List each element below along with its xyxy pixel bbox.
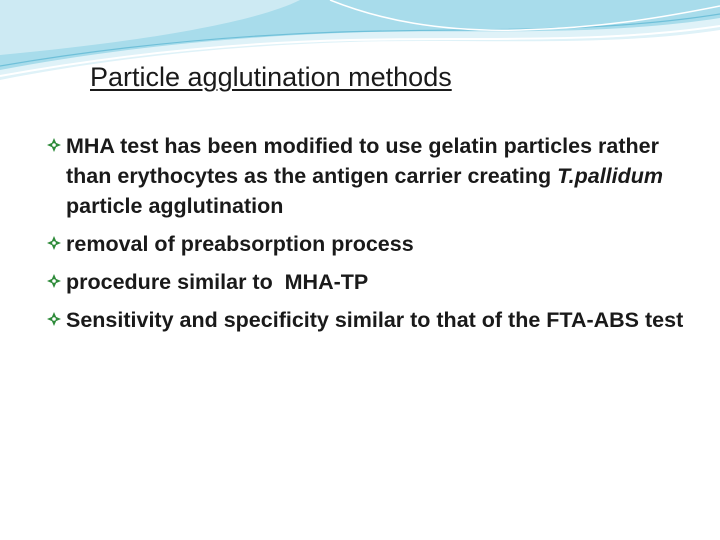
bullet-list [48,131,688,343]
bullet-text-1-part-c: particle agglutination [66,194,284,218]
bullet-item-3 [48,267,688,297]
diamond-bullet-icon [46,273,62,289]
bullet-text-4: Sensitivity and specificity similar to that of the FTA-ABS test [66,308,684,332]
bullet-item-2 [48,229,688,259]
bullet-text-1-species: T.pallidum [557,164,663,188]
bullet-item-4 [48,305,688,335]
bullet-text-3: procedure similar to MHA-TP [66,270,369,294]
diamond-bullet-icon [46,235,62,251]
diamond-bullet-icon [46,137,62,153]
bullet-text-1-part-a: MHA test has been modified to use gelatin particles rather than erythocytes as the antigen carrier creating [66,134,659,188]
diamond-bullet-icon [46,311,62,327]
slide-title: Particle agglutination methods [90,62,452,92]
bullet-text-2: removal of preabsorption process [66,232,414,256]
bullet-text-1 [66,131,688,221]
bullet-item-1 [48,131,688,221]
